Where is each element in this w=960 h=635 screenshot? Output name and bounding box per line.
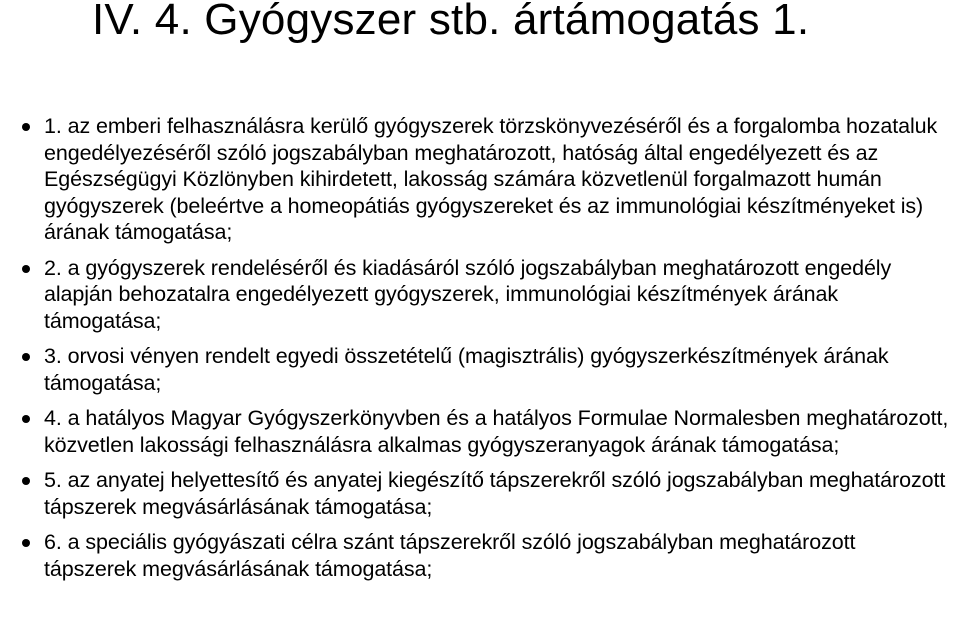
bullet-dot-icon: [22, 353, 30, 361]
bullet-dot-icon: [22, 477, 30, 485]
bullet-dot-icon: [22, 539, 30, 547]
list-item: [0, 113, 960, 246]
bullet-text: 4. a hatályos Magyar Gyógyszerkönyvben és a hatályos Formulae Normalesben meghatározott, közvetlen lakossági felhasználásra alkalmas gyógyszeranyagok árának támogatása;: [44, 406, 949, 457]
bullet-text: 6. a speciális gyógyászati célra szánt tápszerekről szóló jogszabályban meghatározott tápszerek megvásárlásának támogatása;: [44, 530, 856, 581]
list-item: [0, 405, 960, 458]
list-item: [0, 343, 960, 396]
bullet-text: 5. az anyatej helyettesítő és anyatej kiegészítő tápszerekről szóló jogszabályban meghatározott tápszerek megvásárlásának támogatása;: [44, 468, 946, 519]
bullet-text: 2. a gyógyszerek rendeléséről és kiadásáról szóló jogszabályban meghatározott engedély alapján behozatalra engedélyezett gyógyszerek, immunológiai készítmények árának támogatása;: [44, 255, 892, 333]
bullet-list: [0, 113, 960, 591]
slide-title: IV. 4. Gyógyszer stb. ártámogatás 1.: [92, 0, 810, 44]
list-item: [0, 529, 960, 582]
bullet-dot-icon: [22, 415, 30, 423]
list-item: [0, 467, 960, 520]
bullet-text: 3. orvosi vényen rendelt egyedi összetételű (magisztrális) gyógyszerkészítmények árának támogatása;: [44, 344, 889, 395]
bullet-text: 1. az emberi felhasználásra kerülő gyógyszerek törzskönyvezéséről és a forgalomba hozataluk engedélyezéséről szóló jogszabályban meghatározott, hatóság által engedélyezett és az Egészségügyi Közlönyben kihirdetett, lakosság számára közvetlenül forgalmazott humán gyógyszerek (beleértve a homeopátiás gyógyszereket és az immunológiai készítményeket is) árának támogatása;: [44, 114, 938, 244]
list-item: [0, 255, 960, 335]
bullet-dot-icon: [22, 123, 30, 131]
bullet-dot-icon: [22, 265, 30, 273]
